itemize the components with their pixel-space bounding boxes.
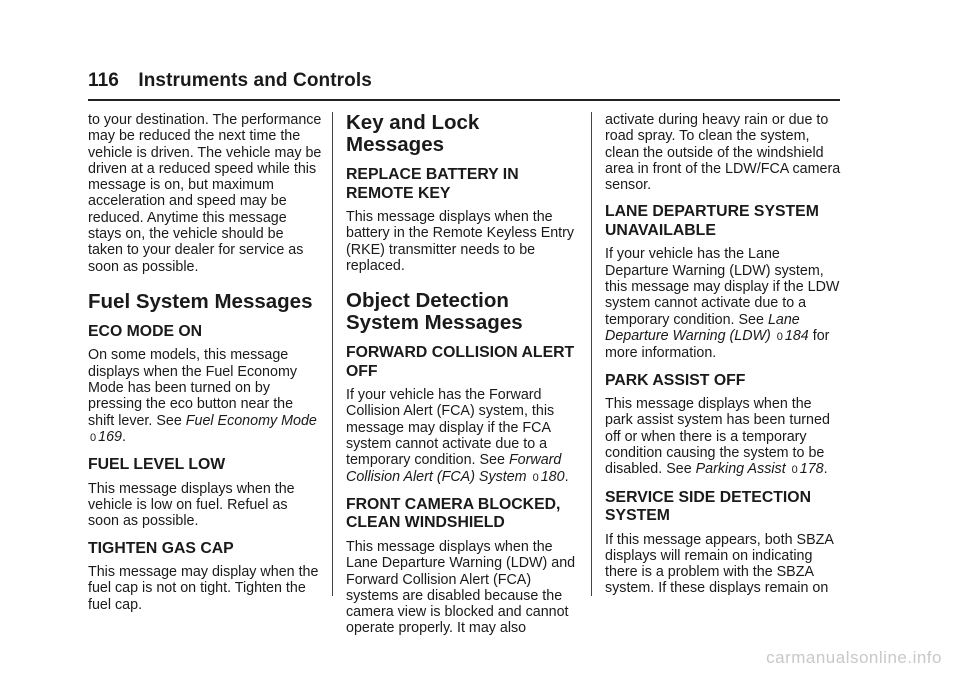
heading-fuel-system-messages: Fuel System Messages <box>88 289 313 313</box>
watermark: carmanualsonline.info <box>766 648 942 667</box>
heading-object-detection-messages: Object Detection System Messages <box>346 289 523 335</box>
page-ref-169[interactable]: 169 <box>98 428 122 445</box>
page-ref-arrow-icon: 0 <box>532 471 539 484</box>
fca-end: . <box>564 468 569 485</box>
paragraph-park-assist <box>605 396 841 478</box>
link-lane-departure-warning[interactable]: Lane Departure Warning (LDW) <box>605 311 800 344</box>
page-ref-arrow-icon: 0 <box>90 431 97 444</box>
page-header <box>88 70 372 92</box>
paragraph-fuel-level-low: This message displays when the vehicle is low on fuel. Refuel as soon as possible. <box>88 480 295 530</box>
page-ref-arrow-icon: 0 <box>776 330 783 343</box>
eco-text: On some models, this message displays when the Fuel Economy Mode has been turned on by pressing the eco button near the shift lever. See <box>88 347 298 429</box>
heading-park-assist-off: PARK ASSIST OFF <box>605 371 746 389</box>
header-rule <box>88 99 840 101</box>
heading-front-camera-blocked: FRONT CAMERA BLOCKED, CLEAN WINDSHIELD <box>346 495 561 532</box>
column-3 <box>605 112 841 606</box>
paragraph-replace-battery: This message displays when the battery in the Remote Keyless Entry (RKE) transmitter needs to be replaced. <box>346 209 575 274</box>
heading-eco-mode-on: ECO MODE ON <box>88 322 203 340</box>
park-text: This message displays when the park assist system has been turned off or when there is a temporary condition causing the system to be disabled. See <box>605 396 830 478</box>
paragraph-eco-mode <box>88 347 322 446</box>
paragraph-lane-departure <box>605 246 841 361</box>
paragraph-forward-collision-alert <box>346 387 582 486</box>
paragraph-front-camera-blocked: This message displays when the Lane Departure Warning (LDW) and Forward Collision Alert (FCA) systems are disabled because the camera view is blocked and cannot operate properly. It may also <box>346 538 576 637</box>
page-ref-180[interactable]: 180 <box>540 468 565 485</box>
intro-paragraph: to your destination. The performance may be reduced the next time the vehicle is driven. The vehicle may be driven at a reduced speed while this message is on, but maximum acceleration and speed may be reduced. Anytime this message stays on, the vehicle should be taken to your dealer for service as soon as possible. <box>88 112 322 275</box>
heading-replace-battery: REPLACE BATTERY IN REMOTE KEY <box>346 166 519 202</box>
column-divider-2 <box>591 112 592 596</box>
link-fuel-economy-mode[interactable]: Fuel Economy Mode <box>185 412 317 429</box>
page-ref-arrow-icon: 0 <box>791 464 798 477</box>
link-forward-collision-alert[interactable]: Forward Collision Alert (FCA) System <box>346 452 562 485</box>
heading-service-side-detection: SERVICE SIDE DETECTION SYSTEM <box>605 488 811 525</box>
paragraph-service-side-detection: If this message appears, both SBZA displays will remain on indicating there is a problem with the SBZA system. If these displays remain on <box>605 531 834 597</box>
paragraph-camera-continued: activate during heavy rain or due to road spray. To clean the system, clean the outside of the windshield area in front of the LDW/FCA camera sensor. <box>605 112 841 194</box>
column-1 <box>88 112 322 622</box>
ldw-end: for more information. <box>605 327 830 362</box>
heading-lane-departure-unavailable: LANE DEPARTURE SYSTEM UNAVAILABLE <box>605 203 819 239</box>
column-2 <box>346 112 582 646</box>
page-ref-178[interactable]: 178 <box>799 461 824 478</box>
page-number: 116 <box>88 70 119 91</box>
ldw-text: If your vehicle has the Lane Departure Warning (LDW) system, this message may display if the LDW system cannot activate due to a temporary condition. See <box>605 246 840 328</box>
heading-fuel-level-low: FUEL LEVEL LOW <box>88 456 226 474</box>
section-title: Instruments and Controls <box>138 70 372 91</box>
link-parking-assist[interactable]: Parking Assist <box>695 461 786 478</box>
park-end: . <box>823 461 828 478</box>
heading-tighten-gas-cap: TIGHTEN GAS CAP <box>88 539 234 557</box>
page-ref-184[interactable]: 184 <box>784 327 809 344</box>
fca-text: If your vehicle has the Forward Collision Alert (FCA) system, this message may display if the FCA system cannot activate due to a temporary condition. See <box>346 387 555 469</box>
eco-end: . <box>121 428 126 445</box>
heading-forward-collision-alert-off: FORWARD COLLISION ALERT OFF <box>346 344 575 380</box>
paragraph-tighten-gas-cap: This message may display when the fuel cap is not on tight. Tighten the fuel cap. <box>88 564 319 613</box>
heading-key-and-lock-messages: Key and Lock Messages <box>346 111 480 156</box>
column-divider-1 <box>332 112 333 596</box>
